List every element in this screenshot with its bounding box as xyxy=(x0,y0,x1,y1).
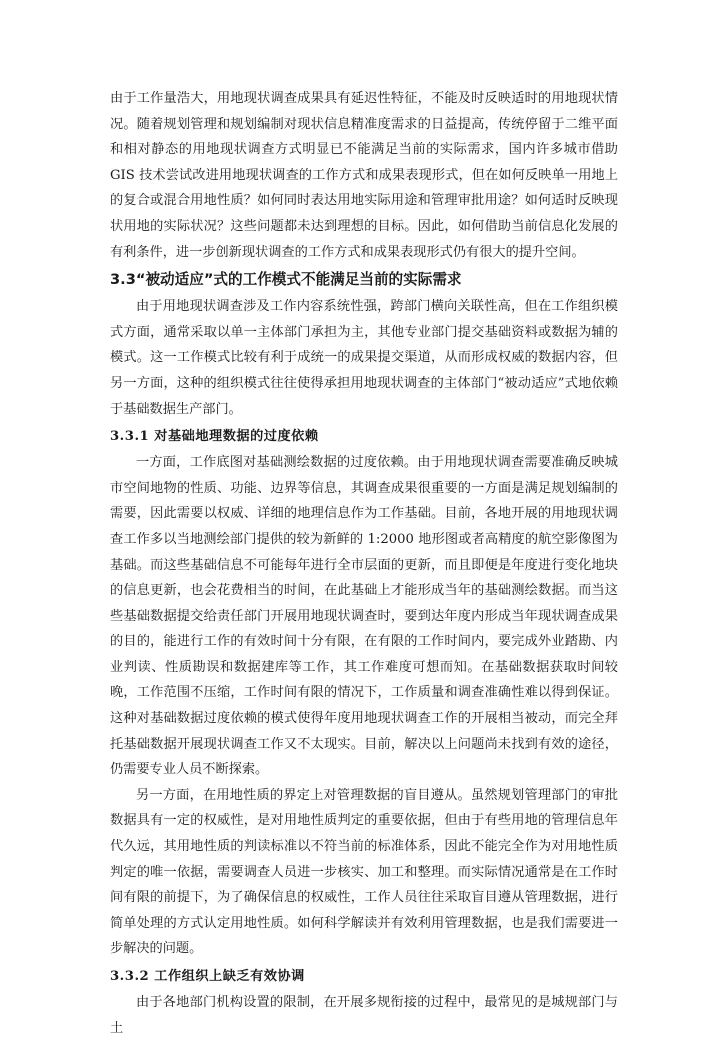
paragraph-intro: 由于工作量浩大，用地现状调查成果具有延迟性特征，不能及时反映适时的用地现状情况。随着规划管理和规划编制对现状信息精准度需求的日益提高，传统停留于二维平面和相对静态的用地现状调查方式明显已不能满足当前的实际需求，国内许多城市借助 GIS 技术尝试改进用地现状调查的工作方式和成果表现形式，但在如何反映单一用地上的复合或混合用地性质？如何同时表达用地实际用途和管理审批用途？如何适时反映现状用地的实际状况？这些问题都未达到理想的目标。因此，如何借助当前信息化发展的有利条件，进一步创新现状调查的工作方式和成果表现形式仍有很大的提升空间。 xyxy=(110,91,618,260)
subsection-heading-3-3-2: 3.3.2 工作组织上缺乏有效协调 xyxy=(110,969,305,984)
paragraph-management-data: 另一方面，在用地性质的界定上对管理数据的盲目遵从。虽然规划管理部门的审批数据具有一定的权威性，是对用地性质判定的重要依据，但由于有些用地的管理信息年代久远，其用地性质的判读标准以不符当前的标准体系，因此不能完全作为对用地性质判定的唯一依据，需要调查人员进一步核实、加工和整理。而实际情况通常是在工作时间有限的前提下，为了确保信息的权威性，工作人员往往采取盲目遵从管理数据，进行简单处理的方式认定用地性质。如何科学解读并有效利用管理数据，也是我们需要进一步解决的问题。 xyxy=(110,787,618,957)
section-heading-3-3: 3.3“被动适应”式的工作模式不能满足当前的实际需求 xyxy=(110,271,462,289)
paragraph-base-map-dependency: 一方面，工作底图对基础测绘数据的过度依赖。由于用地现状调查需要准确反映城市空间地物的性质、功能、边界等信息，其调查成果很重要的一方面是满足规划编制的需要，因此需要以权威、详细的地理信息作为工作基础。目前，各地开展的用地现状调查工作多以当地测绘部门提供的较为新鲜的 1:2000 地形图或者高精度的航空影像图为基础。而这些基础信息不可能每年进行全市层面的更新，而且即便是年度进行变化地块的信息更新，也会花费相当的时间，在此基础上才能形成当年的基础测绘数据。而当这些基础数据提交给责任部门开展用地现状调查时，要到达年度内形成当年现状调查成果的目的，能进行工作的有效时间十分有限，在有限的工作时间内，要完成外业踏勘、内业判读、性质勘误和数据建库等工作，其工作难度可想而知。在基础数据获取时间较晚，工作范围不压缩，工作时间有限的情况下，工作质量和调查准确性难以得到保证。这种对基础数据过度依赖的模式使得年度用地现状调查工作的开展相当被动，而完全拜托基础数据开展现状调查工作又不太现实。目前，解决以上问题尚未找到有效的途径，仍需要专业人员不断探索。 xyxy=(110,455,618,778)
subsection-heading-3-3-1: 3.3.1 对基础地理数据的过度依赖 xyxy=(110,429,319,445)
paragraph-coordination: 由于各地部门机构设置的限制，在开展多规衔接的过程中，最常见的是城规部门与土 xyxy=(110,995,618,1036)
paragraph-work-mode: 由于用地现状调查涉及工作内容系统性强，跨部门横向关联性高，但在工作组织模式方面，通常采取以单一主体部门承担为主，其他专业部门提交基础资料或数据为辅的模式。这一工作模式比较有利于成统一的成果提交渠道，从而形成权威的数据内容，但另一方面，这种的组织模式往往使得承担用地现状调查的主体部门“被动适应”式地依赖于基础数据生产部门。 xyxy=(110,299,618,417)
